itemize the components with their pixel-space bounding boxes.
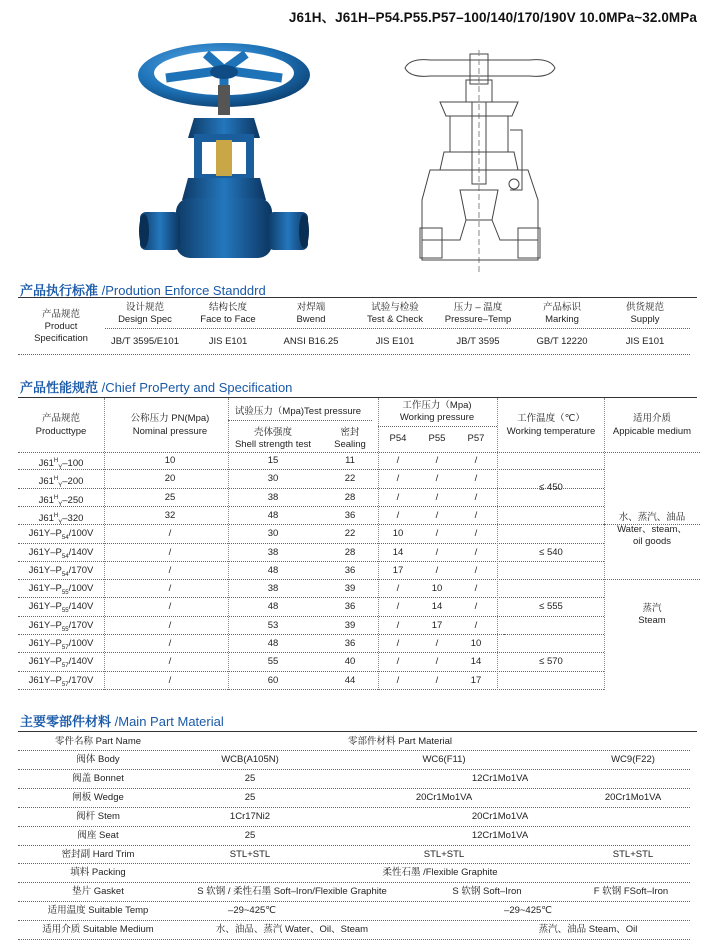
model-suffix: /140V (68, 656, 94, 668)
column-header-cn: 设计规范 (125, 302, 164, 313)
pn-value: / (168, 528, 172, 540)
p55-value: / (435, 473, 439, 485)
rule (18, 731, 697, 732)
seal-value: 28 (344, 491, 356, 503)
part-material: –29~425℃ (504, 905, 552, 917)
part-name: 垫片 Gasket (72, 886, 124, 898)
p54-value: / (396, 656, 400, 668)
header-shell: 壳体强度 (253, 427, 292, 438)
column-header-en: Face to Face (200, 314, 256, 325)
row-divider (18, 689, 604, 690)
medium-value: Steam (638, 615, 666, 627)
model-sub: 55 (61, 589, 69, 596)
model-sub: 55 (61, 608, 69, 615)
p54-value: / (396, 638, 400, 649)
seal-value: 36 (344, 601, 356, 613)
pn-value: / (168, 638, 172, 649)
header-medium: 适用介质 (632, 413, 671, 424)
p57-value: / (474, 509, 478, 521)
shell-value: 15 (267, 455, 279, 466)
seal-value: 22 (344, 473, 356, 485)
p55-value: / (435, 656, 439, 668)
p57-value: 14 (470, 656, 482, 668)
pn-value: 10 (164, 455, 176, 466)
model-sup: H (53, 512, 59, 519)
part-material: F 软钢 FSoft–Iron (593, 886, 669, 898)
temp-value: ≤ 570 (539, 656, 563, 668)
header-p55: P55 (428, 433, 446, 444)
part-material: 1Cr17Ni2 (229, 810, 271, 822)
p54-value: 10 (392, 528, 404, 540)
row-divider (105, 328, 690, 329)
row-divider (18, 845, 690, 846)
part-name: 阀杆 Stem (76, 810, 120, 822)
row-divider (378, 426, 497, 427)
standard-value: ANSI B16.25 (283, 336, 339, 347)
row-divider (18, 901, 690, 902)
seal-value: 36 (344, 638, 356, 649)
pn-value: / (168, 564, 172, 576)
p55-value: / (435, 528, 439, 540)
model-base: J61Y–P (28, 619, 62, 631)
shell-value: 38 (267, 546, 279, 558)
model-cell (11, 492, 111, 511)
p54-value: / (396, 509, 400, 521)
header-work: 工作压力（Mpa) (402, 400, 472, 411)
model-sub: 55 (61, 626, 69, 633)
header-shell: Shell strength test (234, 439, 312, 450)
p55-value: / (435, 491, 439, 503)
pn-value: / (168, 674, 172, 686)
shell-value: 55 (267, 656, 279, 668)
shell-value: 30 (267, 528, 279, 540)
p57-value: 10 (470, 638, 482, 649)
shell-value: 60 (267, 674, 279, 686)
row-divider (18, 452, 700, 453)
row-divider (604, 579, 700, 580)
model-sup: H (53, 458, 59, 464)
header-seal: Sealing (334, 439, 366, 450)
part-material: STL+STL (612, 848, 654, 860)
column-divider (497, 398, 498, 690)
p55-value: 14 (431, 601, 443, 613)
seal-value: 36 (344, 509, 356, 521)
section-en: /Main Part Material (114, 714, 224, 729)
model-sub: Y (58, 501, 63, 508)
standard-value: JB/T 3595/E101 (111, 336, 179, 347)
shell-value: 48 (267, 601, 279, 613)
p54-value: / (396, 619, 400, 631)
model-suffix: /140V (68, 546, 94, 558)
part-material: 20Cr1Mo1VA (604, 791, 662, 803)
p55-value: / (435, 638, 439, 649)
seal-value: 40 (344, 656, 356, 668)
p54-value: / (396, 601, 400, 613)
model-sub: Y (58, 519, 63, 526)
header-p54: P54 (389, 433, 407, 444)
model-suffix: /170V (68, 619, 94, 631)
p55-value: / (435, 455, 439, 466)
p55-value: / (435, 564, 439, 576)
valve-photo (136, 40, 312, 270)
page-title: J61H、J61H–P54.P55.P57–100/140/170/190V 10.0MPa~32.0MPa (288, 10, 697, 25)
model-suffix: –320 (62, 513, 84, 525)
column-header-cn: 供货规范 (625, 302, 664, 313)
seal-value: 44 (344, 674, 356, 686)
part-name: 阀盖 Bonnet (72, 772, 124, 784)
row-divider (18, 807, 690, 808)
header-part-material: 零部件材料 Part Material (348, 736, 452, 747)
model-sub: Y (58, 483, 63, 490)
temp-value: ≤ 555 (539, 601, 563, 613)
p55-value: / (435, 546, 439, 558)
row-divider (18, 543, 604, 544)
column-header-en: Pressure–Temp (444, 314, 512, 325)
column-header-cn: 对焊端 (296, 302, 326, 313)
medium-value: Water、steam、 (617, 523, 687, 535)
part-material: 柔性石墨 /Flexible Graphite (382, 867, 498, 879)
model-suffix: /100V (68, 638, 94, 649)
section-en: /Prodution Enforce Standdrd (101, 283, 266, 298)
column-header-en: Design Spec (118, 314, 172, 325)
seal-value: 28 (344, 546, 356, 558)
rule (18, 297, 697, 298)
column-divider (604, 398, 605, 690)
row-divider (18, 579, 604, 580)
part-material: WC6(F11) (422, 754, 466, 765)
column-divider (228, 398, 229, 690)
row-divider (18, 652, 604, 653)
p54-value: 17 (392, 564, 404, 576)
part-material: S 软钢 / 柔性石墨 Soft–Iron/Flexible Graphite (197, 886, 387, 898)
row-divider (228, 420, 372, 421)
valve-section-drawing (400, 50, 560, 275)
header-type: Producttype (35, 426, 87, 437)
medium-value: 蒸汽 (642, 603, 662, 615)
p54-value: / (396, 455, 400, 466)
model-cell (11, 455, 111, 474)
shell-value: 48 (267, 509, 279, 521)
shell-value: 48 (267, 564, 279, 576)
section-cn: 产品执行标准 (20, 283, 99, 298)
part-material: 25 (244, 791, 256, 803)
p57-value: / (474, 491, 478, 503)
row-divider (18, 488, 604, 489)
standard-value: JIS E101 (208, 336, 248, 347)
column-header-en: Marking (545, 314, 579, 325)
p57-value: / (474, 619, 478, 631)
model-base: J61Y–P (28, 638, 62, 649)
part-name: 密封副 Hard Trim (61, 848, 135, 860)
seal-value: 36 (344, 564, 356, 576)
model-suffix: /100V (68, 583, 94, 595)
header-pn: 公称压力 PN(Mpa) (130, 413, 210, 424)
p55-value: 10 (431, 583, 443, 595)
model-sub: 57 (61, 663, 69, 670)
column-header-en: Bwend (296, 314, 326, 325)
model-sub: Y (58, 465, 63, 472)
row-divider (18, 939, 690, 940)
p55-value: / (435, 674, 439, 686)
row-divider (18, 597, 604, 598)
row-divider (18, 882, 690, 883)
p57-value: / (474, 455, 478, 466)
section-cn: 主要零部件材料 (20, 714, 112, 729)
section-en: /Chief ProPerty and Specification (101, 380, 293, 395)
model-base: J61 (38, 476, 54, 488)
column-header-en: Test & Check (367, 314, 423, 325)
column-header-cn: 结构长度 (208, 302, 247, 313)
model-sub: 54 (61, 535, 69, 542)
section-material-title (20, 711, 224, 730)
p57-value: / (474, 601, 478, 613)
part-name: 阀座 Seat (77, 829, 119, 841)
model-base: J61Y–P (28, 583, 62, 595)
model-sub: 57 (61, 681, 69, 688)
model-suffix: –200 (62, 476, 84, 488)
part-material: 12Cr1Mo1VA (471, 772, 529, 784)
model-base: J61Y–P (28, 656, 62, 668)
column-header-cn: 试验与检验 (371, 302, 419, 313)
model-suffix: /140V (68, 601, 94, 613)
part-material: STL+STL (423, 848, 465, 860)
medium-value: oil goods (632, 535, 672, 547)
part-material: 12Cr1Mo1VA (471, 829, 529, 841)
header-pn: Nominal pressure (132, 426, 208, 437)
p57-value: / (474, 546, 478, 558)
p55-value: / (435, 509, 439, 521)
model-sub: 54 (61, 571, 69, 578)
p54-value: 14 (392, 546, 404, 558)
row-label: 产品规范 (41, 309, 80, 320)
model-suffix: /170V (68, 674, 94, 686)
part-name: 适用温度 Suitable Temp (47, 905, 149, 917)
pn-value: / (168, 656, 172, 668)
row-divider (18, 671, 604, 672)
model-sup: H (53, 494, 59, 501)
part-material: –29~425℃ (228, 905, 276, 917)
p57-value: / (474, 473, 478, 485)
p54-value: / (396, 583, 400, 595)
seal-value: 39 (344, 583, 356, 595)
part-material: 蒸汽、油品 Steam、Oil (538, 924, 638, 936)
part-material: 25 (244, 829, 256, 841)
p54-value: / (396, 491, 400, 503)
temp-value: ≤ 450 (539, 482, 563, 494)
row-divider (18, 920, 690, 921)
p57-value: 17 (470, 674, 482, 686)
p57-value: / (474, 528, 478, 540)
section-spec-title (20, 377, 292, 396)
header-work: Working pressure (399, 412, 475, 423)
part-name: 适用介质 Suitable Medium (42, 924, 154, 936)
model-sup: H (53, 476, 59, 483)
standard-value: JIS E101 (625, 336, 665, 347)
header-type: 产品规范 (41, 413, 80, 424)
model-base: J61Y–P (28, 601, 62, 613)
model-base: J61Y–P (28, 564, 62, 576)
pn-value: / (168, 619, 172, 631)
header-medium: Appicable medium (612, 426, 692, 437)
model-cell (11, 473, 111, 492)
row-label: Product (44, 321, 78, 332)
row-divider (18, 826, 690, 827)
part-material: 20Cr1Mo1VA (415, 791, 473, 803)
header-temp: Working temperature (506, 426, 596, 437)
temp-value: ≤ 540 (539, 546, 563, 558)
seal-value: 39 (344, 619, 356, 631)
part-name: 阀体 Body (76, 754, 120, 765)
shell-value: 30 (267, 473, 279, 485)
p54-value: / (396, 674, 400, 686)
part-material: S 软钢 Soft–Iron (452, 886, 522, 898)
column-divider (104, 398, 105, 690)
row-divider (18, 863, 690, 864)
model-cell (11, 510, 111, 529)
model-base: J61Y–P (28, 546, 62, 558)
rule (18, 397, 697, 398)
column-header-cn: 压力 – 温度 (453, 302, 503, 313)
column-header-cn: 产品标识 (542, 302, 581, 313)
part-material: 25 (244, 772, 256, 784)
pn-value: 25 (164, 491, 176, 503)
model-suffix: –250 (62, 494, 84, 506)
shell-value: 38 (267, 491, 279, 503)
part-material: STL+STL (229, 848, 271, 860)
medium-value: 水、蒸汽、油品 (618, 511, 686, 523)
row-divider (18, 561, 604, 562)
p55-value: 17 (431, 619, 443, 631)
row-label: Specification (34, 333, 88, 344)
header-test: 试验压力（Mpa)Test pressure (234, 406, 362, 417)
row-divider (18, 788, 690, 789)
pn-value: / (168, 583, 172, 595)
model-base: J61 (38, 494, 54, 506)
model-sub: 54 (61, 553, 69, 560)
seal-value: 11 (345, 455, 355, 466)
part-material: WCB(A105N) (221, 754, 279, 765)
header-seal: 密封 (340, 427, 360, 438)
model-base: J61 (38, 513, 54, 525)
model-base: J61Y–P (28, 528, 62, 540)
row-divider (18, 354, 690, 355)
column-header-en: Supply (630, 314, 660, 325)
standard-value: JIS E101 (375, 336, 415, 347)
header-p57: P57 (467, 433, 485, 444)
row-divider (18, 769, 690, 770)
shell-value: 48 (267, 638, 279, 649)
p57-value: / (474, 583, 478, 595)
row-divider (18, 469, 604, 470)
header-part-name: 零件名称 Part Name (54, 736, 142, 747)
section-cn: 产品性能规范 (20, 380, 99, 395)
column-divider (378, 398, 379, 690)
standard-value: GB/T 12220 (536, 336, 588, 347)
part-material: 20Cr1Mo1VA (471, 810, 529, 822)
model-base: J61 (38, 458, 54, 470)
row-divider (18, 750, 690, 751)
model-suffix: /170V (68, 564, 94, 576)
row-divider (18, 506, 604, 507)
shell-value: 53 (267, 619, 279, 631)
seal-value: 22 (344, 528, 356, 540)
pn-value: 32 (164, 509, 176, 521)
part-material: 水、油品、蒸汽 Water、Oil、Steam (215, 924, 369, 936)
header-temp: 工作温度（℃） (517, 413, 585, 424)
model-base: J61Y–P (28, 674, 62, 686)
p57-value: / (474, 564, 478, 576)
pn-value: / (168, 546, 172, 558)
pn-value: / (168, 601, 172, 613)
model-suffix: –100 (62, 458, 84, 470)
row-divider (504, 634, 604, 635)
model-sub: 57 (61, 644, 69, 651)
row-divider (18, 616, 604, 617)
part-name: 闸板 Wedge (72, 791, 124, 803)
pn-value: 20 (164, 473, 176, 485)
p54-value: / (396, 473, 400, 485)
model-suffix: /100V (68, 528, 94, 540)
part-name: 填料 Packing (70, 867, 126, 879)
standard-value: JB/T 3595 (456, 336, 500, 347)
part-material: WC9(F22) (611, 754, 655, 765)
row-divider (18, 524, 604, 525)
shell-value: 38 (267, 583, 279, 595)
